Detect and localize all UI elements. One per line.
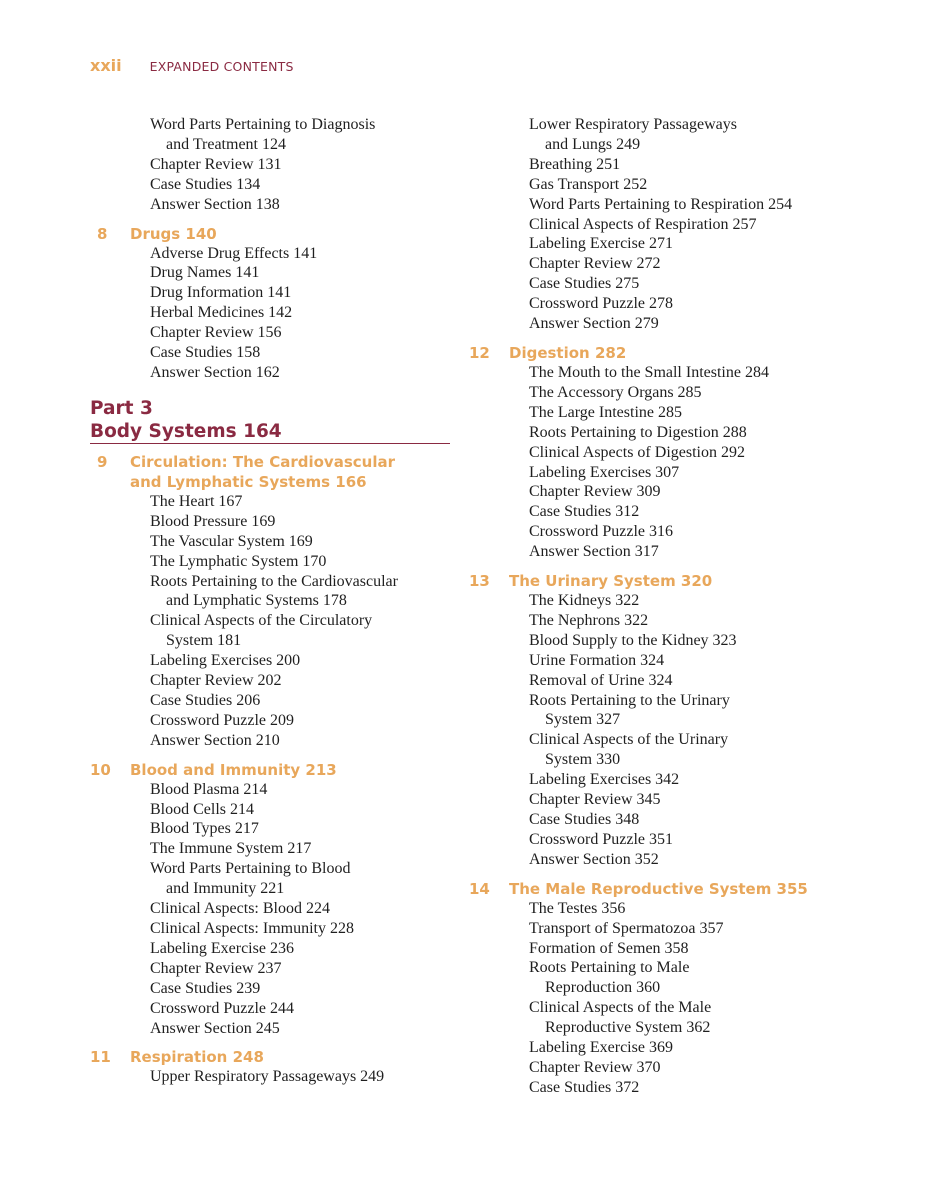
chapter-13-heading[interactable]	[469, 571, 849, 591]
toc-entry-continuation: System 327	[545, 711, 621, 729]
chapter-7-entries	[90, 115, 452, 215]
page-number: xxii	[90, 56, 122, 75]
toc-entry[interactable]	[469, 1058, 849, 1078]
toc-entry[interactable]	[469, 314, 849, 334]
toc-entry[interactable]	[469, 1038, 849, 1058]
toc-entry-text: Answer Section 245	[150, 1019, 280, 1037]
toc-entry-text: Word Parts Pertaining to Diagnosis	[150, 116, 376, 133]
toc-entry[interactable]	[90, 532, 452, 552]
toc-entry-continuation: Reproductive System 362	[545, 1019, 711, 1037]
toc-entry-text: Answer Section 162	[150, 363, 280, 381]
toc-entry-continuation: Reproduction 360	[545, 979, 661, 997]
toc-entry-continuation: and Lungs 249	[545, 135, 641, 153]
running-head-label: EXPANDED CONTENTS	[149, 59, 294, 74]
toc-entry-text: The Lymphatic System 170	[150, 552, 327, 570]
chapter-title: The Urinary System 320	[509, 572, 713, 591]
toc-entry-text: Clinical Aspects of the Circulatory	[150, 612, 373, 630]
toc-entry-continuation: and Lymphatic Systems 178	[166, 592, 347, 610]
toc-entry[interactable]	[90, 731, 452, 751]
toc-entry-text: Chapter Review 345	[529, 791, 661, 809]
toc-entry[interactable]	[90, 512, 452, 532]
toc-entry[interactable]	[469, 215, 849, 235]
toc-entry[interactable]	[469, 691, 849, 731]
toc-entry[interactable]	[90, 939, 452, 959]
toc-entry[interactable]	[90, 1067, 452, 1087]
toc-entry[interactable]	[90, 195, 452, 215]
chapter-title-line-2: and Lymphatic Systems 166	[130, 472, 367, 491]
toc-entry[interactable]	[469, 383, 849, 403]
toc-entry-text: Blood Plasma 214	[150, 780, 268, 798]
part-heading[interactable]	[90, 397, 450, 444]
toc-entry[interactable]	[90, 303, 452, 323]
toc-entry[interactable]	[469, 998, 849, 1038]
toc-entry[interactable]	[90, 155, 452, 175]
toc-entry-text: Crossword Puzzle 351	[529, 830, 673, 848]
toc-entry[interactable]	[90, 572, 452, 612]
toc-entry-text: Clinical Aspects of Digestion 292	[529, 443, 745, 461]
toc-entry-text: Answer Section 138	[150, 195, 280, 213]
toc-entry-text: Labeling Exercise 271	[529, 235, 673, 253]
toc-entry[interactable]	[469, 631, 849, 651]
toc-entry[interactable]	[90, 800, 452, 820]
toc-entry[interactable]	[469, 502, 849, 522]
toc-entry-text: Case Studies 372	[529, 1078, 640, 1096]
toc-entry[interactable]	[469, 958, 849, 998]
contents-column-right	[469, 115, 849, 1098]
chapter-13-entries	[469, 591, 849, 870]
toc-entry-text: The Immune System 217	[150, 840, 312, 858]
chapter-number: 9	[97, 452, 108, 471]
toc-entry[interactable]	[469, 155, 849, 175]
toc-entry-text: Case Studies 312	[529, 503, 640, 521]
toc-entry[interactable]	[90, 363, 452, 383]
toc-entry-text: Labeling Exercises 307	[529, 463, 680, 481]
toc-entry-text: Case Studies 348	[529, 811, 640, 828]
toc-entry-text: Clinical Aspects of the Urinary	[529, 731, 729, 749]
chapter-title: Drugs 140	[130, 224, 217, 243]
toc-entry[interactable]	[90, 263, 452, 283]
toc-entry-text: Chapter Review 131	[150, 155, 282, 173]
toc-entry[interactable]	[90, 283, 452, 303]
chapter-number: 11	[90, 1048, 111, 1067]
toc-entry-continuation: System 330	[545, 751, 621, 769]
toc-entry-text: Breathing 251	[529, 155, 621, 173]
toc-entry-text: Herbal Medicines 142	[150, 304, 293, 322]
toc-entry-text: Drug Information 141	[150, 284, 292, 302]
toc-entry-text: Urine Formation 324	[529, 651, 665, 669]
chapter-number: 12	[469, 343, 490, 362]
toc-entry[interactable]	[469, 1078, 849, 1098]
running-head	[90, 56, 294, 75]
toc-entry-text: The Testes 356	[529, 899, 626, 917]
toc-entry-text: Blood Types 217	[150, 820, 259, 838]
toc-entry[interactable]	[469, 542, 849, 562]
chapter-number: 13	[469, 572, 490, 591]
toc-entry-text: Case Studies 158	[150, 344, 261, 362]
toc-entry[interactable]	[90, 780, 452, 800]
toc-entry[interactable]	[90, 919, 452, 939]
chapter-number: 10	[90, 760, 111, 779]
toc-entry[interactable]	[469, 830, 849, 850]
toc-entry[interactable]	[90, 115, 452, 155]
toc-entry[interactable]	[469, 254, 849, 274]
chapter-title: Respiration 248	[130, 1048, 264, 1067]
toc-entry[interactable]	[90, 651, 452, 671]
contents-column-left	[90, 115, 452, 1087]
toc-entry-text: Roots Pertaining to Male	[529, 959, 690, 977]
chapter-title: Digestion 282	[509, 343, 627, 362]
toc-entry-text: Roots Pertaining to the Cardiovascular	[150, 572, 398, 590]
toc-entry-text: Crossword Puzzle 278	[529, 295, 673, 313]
chapter-8-heading[interactable]	[90, 224, 452, 244]
toc-entry-text: Answer Section 210	[150, 731, 280, 749]
toc-entry-text: The Large Intestine 285	[529, 403, 682, 421]
toc-entry-text: Case Studies 239	[150, 979, 261, 997]
toc-entry[interactable]	[90, 175, 452, 195]
chapter-12-entries	[469, 363, 849, 562]
toc-entry-text: Answer Section 317	[529, 543, 659, 561]
toc-entry-text: Adverse Drug Effects 141	[150, 244, 318, 262]
toc-entry[interactable]	[90, 492, 452, 512]
toc-entry-text: Word Parts Pertaining to Respiration 254	[529, 195, 793, 213]
chapter-10-entries	[90, 780, 452, 1039]
toc-entry[interactable]	[90, 323, 452, 343]
part-label: Part 3	[90, 397, 153, 419]
toc-entry-text: Labeling Exercise 369	[529, 1039, 673, 1057]
toc-entry[interactable]	[90, 899, 452, 919]
toc-entry[interactable]	[90, 859, 452, 899]
toc-entry-text: Chapter Review 272	[529, 255, 661, 273]
toc-entry[interactable]	[90, 343, 452, 363]
toc-entry-text: The Nephrons 322	[529, 611, 649, 629]
toc-entry-text: The Mouth to the Small Intestine 284	[529, 363, 769, 381]
toc-entry[interactable]	[90, 1019, 452, 1039]
toc-entry[interactable]	[90, 959, 452, 979]
toc-entry-text: Labeling Exercise 236	[150, 939, 294, 957]
toc-entry[interactable]	[90, 839, 452, 859]
toc-entry[interactable]	[469, 522, 849, 542]
toc-entry[interactable]	[469, 482, 849, 502]
toc-entry-text: Clinical Aspects: Blood 224	[150, 900, 330, 918]
toc-entry[interactable]	[469, 919, 849, 939]
toc-entry-text: Roots Pertaining to the Urinary	[529, 691, 730, 709]
toc-entry-text: Labeling Exercises 342	[529, 771, 680, 789]
toc-entry[interactable]	[90, 611, 452, 651]
toc-entry-text: Formation of Semen 358	[529, 939, 689, 957]
chapter-11-continued-entries	[469, 115, 849, 334]
toc-entry[interactable]	[469, 175, 849, 195]
toc-entry[interactable]	[90, 819, 452, 839]
toc-entry[interactable]	[469, 770, 849, 790]
toc-entry-text: Drug Names 141	[150, 264, 260, 282]
toc-entry-text: Crossword Puzzle 316	[529, 523, 673, 541]
toc-entry-text: Blood Cells 214	[150, 800, 255, 818]
toc-entry-text: Chapter Review 202	[150, 672, 282, 690]
toc-entry-text: Transport of Spermatozoa 357	[529, 919, 724, 937]
chapter-9-heading[interactable]	[90, 452, 452, 492]
chapter-8-entries	[90, 244, 452, 383]
toc-entry-text: Roots Pertaining to Digestion 288	[529, 423, 747, 441]
toc-entry[interactable]	[90, 691, 452, 711]
toc-entry[interactable]	[469, 195, 849, 215]
chapter-14-heading[interactable]	[469, 879, 849, 899]
toc-entry-text: The Accessory Organs 285	[529, 383, 702, 401]
toc-entry-text: The Kidneys 322	[529, 592, 640, 610]
toc-entry[interactable]	[90, 244, 452, 264]
toc-entry-continuation: and Treatment 124	[166, 135, 286, 153]
toc-entry-text: Answer Section 352	[529, 850, 659, 868]
chapter-title: The Male Reproductive System 355	[509, 879, 808, 898]
toc-entry[interactable]	[469, 671, 849, 691]
toc-entry[interactable]	[469, 730, 849, 770]
toc-entry[interactable]	[469, 363, 849, 383]
toc-entry-text: Lower Respiratory Passageways	[529, 116, 737, 133]
toc-entry[interactable]	[469, 115, 849, 155]
toc-entry-text: Chapter Review 156	[150, 324, 282, 342]
toc-entry[interactable]	[469, 591, 849, 611]
toc-entry[interactable]	[469, 294, 849, 314]
toc-entry[interactable]	[90, 552, 452, 572]
toc-entry-text: Removal of Urine 324	[529, 671, 673, 689]
toc-entry-text: Blood Pressure 169	[150, 512, 276, 530]
toc-entry[interactable]	[469, 810, 849, 830]
toc-entry-text: Word Parts Pertaining to Blood	[150, 860, 351, 878]
chapter-11-entries	[90, 1067, 452, 1087]
toc-entry-text: Clinical Aspects of the Male	[529, 999, 712, 1017]
toc-entry-text: The Vascular System 169	[150, 532, 313, 550]
toc-entry-text: Chapter Review 370	[529, 1058, 661, 1076]
toc-entry[interactable]	[90, 711, 452, 731]
chapter-number: 8	[97, 224, 108, 243]
toc-entry[interactable]	[469, 403, 849, 423]
toc-entry-continuation: System 181	[166, 632, 242, 650]
toc-entry-text: Crossword Puzzle 244	[150, 999, 294, 1017]
toc-entry[interactable]	[469, 651, 849, 671]
chapter-number: 14	[469, 879, 490, 898]
toc-entry[interactable]	[469, 790, 849, 810]
toc-entry-text: Answer Section 279	[529, 315, 659, 333]
toc-entry-text: Case Studies 206	[150, 691, 261, 709]
toc-entry-text: Chapter Review 237	[150, 959, 282, 977]
chapter-12-heading[interactable]	[469, 343, 849, 363]
toc-entry[interactable]	[469, 234, 849, 254]
chapter-10-heading[interactable]	[90, 760, 452, 780]
chapter-title-line-1: Circulation: The Cardiovascular	[130, 452, 395, 471]
chapter-14-entries	[469, 899, 849, 1098]
toc-entry-text: Crossword Puzzle 209	[150, 711, 294, 729]
toc-entry-text: Clinical Aspects of Respiration 257	[529, 215, 757, 233]
toc-entry-text: Upper Respiratory Passageways 249	[150, 1068, 385, 1086]
toc-entry[interactable]	[469, 611, 849, 631]
toc-entry[interactable]	[469, 443, 849, 463]
chapter-title: Blood and Immunity 213	[130, 760, 337, 779]
toc-entry[interactable]	[90, 671, 452, 691]
toc-entry-text: Clinical Aspects: Immunity 228	[150, 920, 354, 937]
toc-entry-text: Case Studies 275	[529, 275, 640, 293]
chapter-11-heading[interactable]	[90, 1047, 452, 1067]
toc-entry[interactable]	[469, 850, 849, 870]
toc-entry[interactable]	[469, 463, 849, 483]
toc-entry-text: Blood Supply to the Kidney 323	[529, 631, 737, 649]
toc-entry-continuation: and Immunity 221	[166, 880, 285, 898]
toc-entry[interactable]	[469, 939, 849, 959]
chapter-9-entries	[90, 492, 452, 751]
toc-entry[interactable]	[90, 979, 452, 999]
toc-entry[interactable]	[469, 423, 849, 443]
toc-entry-text: Gas Transport 252	[529, 175, 648, 193]
toc-entry-text: The Heart 167	[150, 492, 243, 510]
toc-entry[interactable]	[469, 899, 849, 919]
toc-entry-text: Case Studies 134	[150, 175, 261, 193]
toc-entry-text: Labeling Exercises 200	[150, 652, 301, 670]
toc-entry[interactable]	[469, 274, 849, 294]
toc-entry-text: Chapter Review 309	[529, 483, 661, 501]
part-title: Body Systems 164	[90, 420, 450, 444]
toc-entry[interactable]	[90, 999, 452, 1019]
